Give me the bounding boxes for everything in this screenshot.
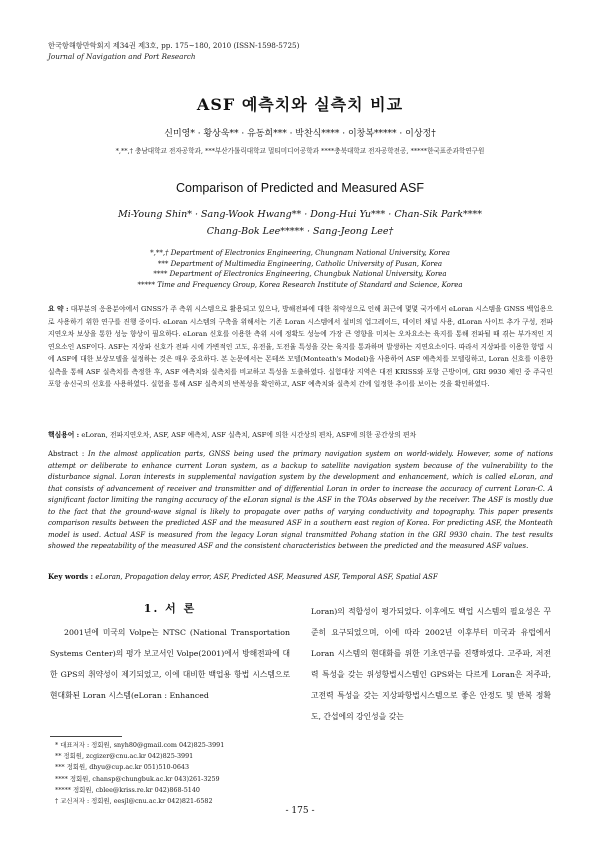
journal-citation: 한국항해항만학회지 제34권 제3호, pp. 175~180, 2010 (ISSN-1598-5725)	[48, 41, 300, 50]
keywords-korean-label: 핵심용어 :	[48, 431, 80, 439]
affiliations-english	[0, 248, 600, 290]
paper-title-korean: ASF 예측치와 실측치 비교	[196, 95, 404, 114]
abstract-korean-label: 요 약 :	[48, 305, 69, 313]
authors-english-line1: Mi-Young Shin* · Sang-Wook Hwang** · Dong-Hui Yu*** · Chan-Sik Park****	[118, 209, 482, 220]
journal-header	[48, 40, 299, 62]
affiliation-line: *** Department of Multimedia Engineering, Catholic University of Pusan, Korea	[157, 259, 443, 268]
footnote: * 대표저자 : 정회원, snyh80@gmail.com 042)825-3991	[55, 741, 225, 749]
abstract-korean	[48, 303, 553, 391]
authors-korean: 신미영* · 황상욱** · 유동희*** · 박찬식**** · 이창복***** · 이상정†	[164, 129, 436, 139]
keywords-english-text: eLoran, Propagation delay error, ASF, Predicted ASF, Measured ASF, Temporal ASF, Spatial ASF	[95, 573, 438, 581]
keywords-korean-text: eLoran, 전파지연오차, ASF, ASF 예측치, ASF 실측치, ASF에 의한 시간상의 편차, ASF에 의한 공간상의 편차	[81, 431, 417, 439]
authors-english-line2: Chang-Bok Lee***** · Sang-Jeong Lee†	[206, 226, 394, 237]
affiliation-line: **** Department of Electronics Engineering, Chungbuk National University, Korea	[153, 270, 447, 279]
affiliation-line: *,**,† Department of Electronics Engineering, Chungnam National University, Korea	[150, 249, 450, 257]
footnote-divider	[50, 736, 122, 737]
body-column-left	[50, 601, 290, 706]
abstract-english-text: In the almost application parts, GNSS being used the primary navigation system on world-widely. However, some of nations attempt or deliberate to enhance current Loran system, as a backup to satellite navigation system because of the vulnerability to the disturbance signal. Loran interests in supplemental navigation system by the development and enhancement, which is called eLoran, and that consists of advancement of receiver and transmitter and of differential Loran in order to increase the accuracy of current Loran-C. A significant factor limiting the ranging accuracy of the eLoran signal is the ASF in the TOAs observed by the receiver. The ASF is mostly due to the fact that the ground-wave signal is likely to propagate over paths of varying conductivity and topography. This paper presents comparison results between the predicted ASF and the measured ASF in a southern east region of Korea. For predicting ASF, the Monteath model is used. Actual ASF is measured from the legacy Loran signal transmitted Pohang station in the GRI 9930 chain. The test results showed the repeatability of the measured ASF and the consistent characteristics between the predicted and the measured ASF values.	[48, 450, 554, 550]
footnote: ***** 정회원, cblee@kriss.re.kr 042)868-5140	[55, 785, 200, 794]
abstract-english	[48, 449, 553, 553]
paper-title-english: Comparison of Predicted and Measured ASF	[175, 181, 425, 195]
journal-name-en: Journal of Navigation and Port Research	[48, 52, 196, 61]
footnotes	[55, 740, 224, 807]
affiliation-korean: *,**,† 충남대학교 전자공학과, ***부산가톨릭대학교 멀티미디어공학과 ****충북대학교 전자공학전공, *****한국표준과학연구원	[115, 147, 485, 155]
section-heading: 1. 서 론	[143, 602, 197, 615]
keywords-english-label: Key words :	[48, 572, 94, 581]
abstract-korean-text: 대부분의 응용분야에서 GNSS가 주 측위 시스템으로 활용되고 있으나, 방해전파에 대한 취약성으로 인해 최근에 몇몇 국가에서 eLoran 시스템을 GNSS 백업용으로 사용하기 위한 연구를 진행 중이다. eLoran 시스템의 구축을 위해서는 기존 Loran 시스템에서 설비의 업그레이드, 데이터 채널 사용, dLoran 사이트 추가 구성, 전파 지연오차 보상을 통한 성능 향상이 필요하다. eLoran 신호를 이용한 측위 시에 정확도 성능에 가장 큰 영향을 미치는 오차요소는 육지를 통해 전파될 때 겪는 부가적인 지연요소인 ASF이다. ASF는 지상파 신호가 전파 시에 가변적인 고도, 유전율, 도전율 특성을 갖는 육지를 통과하며 발생하는 지연요소이다. 따라서 지상파를 이용한 항법 시에 ASF에 대한 보상모델을 설정하는 것은 매우 중요하다. 본 논문에서는 몬테쓰 모델(Monteath's Model)을 사용하여 ASF 예측치를 모델링하고, Loran 신호를 이용한 실측을 통해 ASF 실측치를 측정한 후, ASF 예측치와 실측치를 비교하고 특성을 도출하였다. 실험대상 지역은 대전 KRISS와 포항 근방이며, GRI 9930 체인 중 주국인 포항 송신국의 신호를 사용하였다. 실험을 통해 ASF 실측치의 반복성을 확인하고, ASF 예측치와 실측치 간에 일정한 추이를 보이는 것을 확인하였다.	[48, 305, 554, 388]
footnote: ** 정회원, zcgizer@cnu.ac.kr 042)825-3991	[55, 752, 194, 761]
abstract-english-label: Abstract :	[48, 450, 85, 458]
affiliation-line: ***** Time and Frequency Group, Korea Research Institute of Standard and Science, Korea	[137, 280, 463, 289]
footnote: **** 정회원, chansp@chungbuk.ac.kr 043)261-3259	[55, 774, 220, 783]
keywords-korean	[48, 430, 553, 441]
footnote: † 교신저자 : 정회원, eesjl@cnu.ac.kr 042)821-6582	[55, 797, 213, 806]
body-column-right	[311, 601, 551, 727]
page-number: - 175 -	[285, 806, 315, 816]
body-paragraph: Loran)의 적합성이 평가되었다. 이후에도 백업 시스템의 필요성은 꾸준히 요구되었으며, 이에 따라 2002년 이후부터 미국과 유럽에서 Loran 시스템의 현대화를 위한 기초연구를 진행하였다. 고주파, 저전력 특성을 갖는 위성항법시스템인 GPS와는 다르게 Loran은 저주파, 고전력 특성을 갖는 지상파항법시스템으로 좋은 안정도 및 반복 정확도, 간섭에의 강인성을 갖는	[311, 607, 551, 721]
keywords-english	[48, 571, 553, 583]
body-paragraph: 2001년에 미국의 Volpe는 NTSC (National Transportation Systems Center)의 평가 보고서인 Volpe(2001)에서 방해전파에 대한 GPS의 취약성이 제기되었고, 이에 대비한 백업용 항법 시스템으로 현대화된 Loran 시스템(eLoran : Enhanced	[50, 628, 290, 700]
footnote: *** 정회원, dhyu@cup.ac.kr 051)510-0643	[55, 763, 190, 772]
